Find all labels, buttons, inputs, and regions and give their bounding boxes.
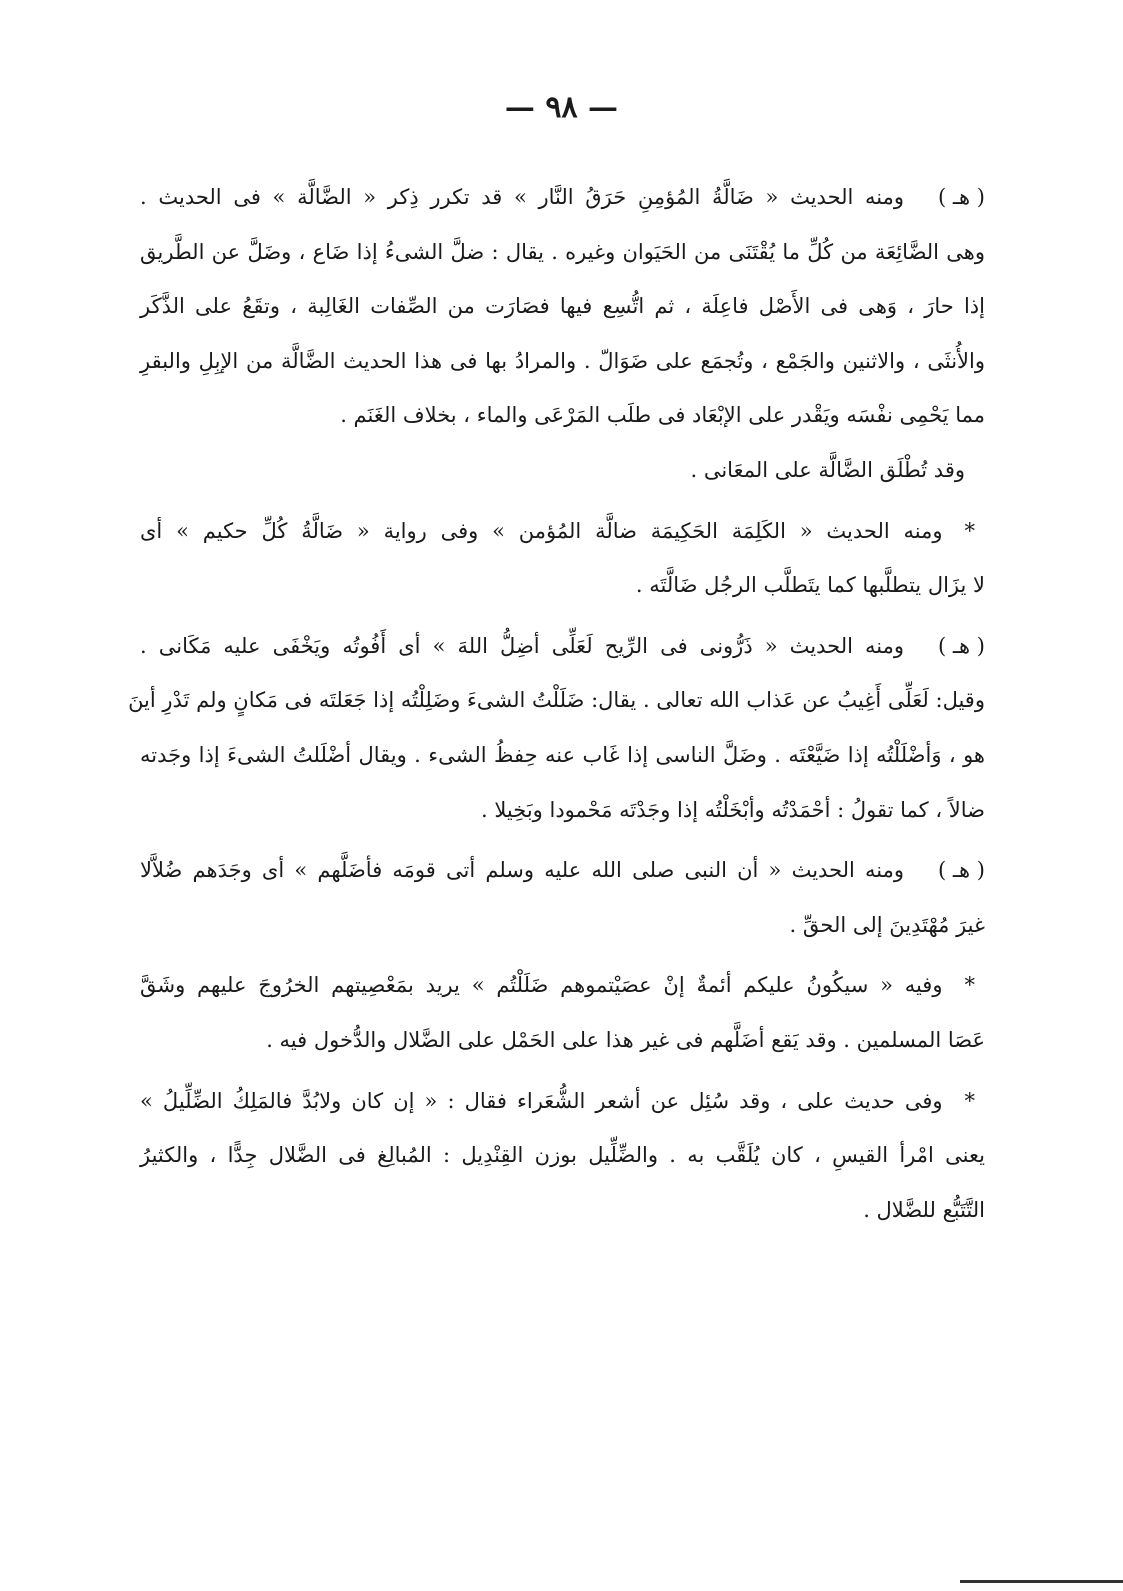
text-line [140, 504, 985, 559]
text-line: عَصَا المسلمين . وقد يَقع أضَلَّهم فى غير هذا على الحَمْل على الضَّلال والدُّخول فيه . [266, 1027, 985, 1052]
line-text: وفيه « سيكُونُ عليكم أئمةٌ إنْ عصَيْتموهم ضَلَلْتُم » يريد بمَعْصِيتهم الخرُوجَ عليهم وشَقَّ [140, 973, 943, 998]
scan-edge-line [960, 1580, 1123, 1583]
paragraph-7 [140, 1074, 985, 1238]
line-text: ومنه الحديث « أن النبى صلى الله عليه وسلم أتى قومَه فأضَلَّهم » أى وجَدَهم ضُلاَّلا [140, 858, 905, 883]
text-line: هو ، وَأضْلَلْتُه إذا ضَيَّعْتَه . وضَلَّ الناسى إذا غَاب عنه حِفظُ الشىء . ويقال أضْلَلتُ الشىءَ إذا وجَدته [140, 742, 985, 767]
text-line: إذا حارَ ، وَهى فى الأَصْل فاعِلَة ، ثم اتُّسِع فيها فصَارَت من الصِّفات الغَالِبة ، وتقَعُ على الذَّكَر [140, 294, 985, 319]
star-marker: * [964, 973, 975, 998]
text-line: غيرَ مُهْتَدِينَ إلى الحقِّ . [789, 912, 985, 937]
text-line [140, 843, 985, 898]
paragraph-marker: ( هـ ) [938, 858, 985, 883]
paragraph-4 [128, 619, 985, 837]
paragraph-marker: ( هـ ) [938, 633, 985, 658]
paragraph-3 [140, 504, 985, 613]
line-text: ومنه الحديث « ذَرُّونى فى الرِّيح لَعَلِّى أضِلُّ اللهَ » أى أَفُوتُه ويَخْفَى عليه مَكَانى . [140, 633, 905, 658]
text-line: مما يَحْمِى نفْسَه ويَقْدر على الإبْعَاد فى طلَب المَرْعَى والماء ، بخلاف الغَنَم . [340, 403, 985, 428]
paragraph-marker: ( هـ ) [938, 185, 985, 209]
text-line: وقيل: لَعَلِّى أَغِيبُ عن عَذاب الله تعالى . يقال: ضَلَلْتُ الشىءَ وضَلِلْتُه إذا جَعَلتَه فى مَكانٍ ولم تَدْرِ أينَ [128, 688, 985, 713]
text-line: ضالاً ، كما تقولُ : أحْمَدْتُه وأبْخَلْتُه إذا وجَدْتَه مَحْمودا وبَخِيلا . [481, 797, 985, 822]
text-line: يعنى امْرأ القيسِ ، كان يُلَقَّب به . والضِّلِّيل بوزن القِنْدِيل : المُبالِغ فى الضَّلال جِدًّا ، والكثيرُ [140, 1143, 985, 1168]
paragraph-2 [140, 443, 985, 498]
page-body [128, 170, 985, 1237]
text-line: والأُنثَى ، والاثنين والجَمْع ، وتُجمَع على ضَوَالّ . والمرادُ بها فى هذا الحديث الضَّالَّة من الإبِلِ والبقرِ [140, 348, 985, 373]
page-number: — ٩٨ — [504, 90, 619, 125]
text-line [140, 619, 985, 674]
text-line [140, 443, 985, 498]
paragraph-1 [140, 170, 985, 443]
paragraph-6 [140, 958, 985, 1067]
line-text: وفى حديث على ، وقد سُئِل عن أشعر الشُّعَراء فقال : « إن كان ولابُدَّ فالمَلِكُ الضِّلِّيلُ » [140, 1088, 943, 1113]
text-line: لا يزَال يتطلَّبها كما يتَطلَّب الرجُل ضَالَّتَه . [635, 573, 985, 598]
line-text: وقد تُطْلَق الضَّالَّة على المعَانى . [690, 457, 965, 482]
line-text: ومنه الحديث « ضَالَّةُ المُؤمِنِ حَرَقُ النَّار » قد تكرر ذِكر « الضَّالَّة » فى الحديث . [140, 185, 905, 209]
paragraph-5 [140, 843, 985, 952]
text-line [140, 1074, 985, 1129]
star-marker: * [964, 1088, 975, 1113]
text-line: التَّتَبُّع للضَّلال . [863, 1197, 985, 1222]
text-line [140, 170, 985, 225]
text-line [140, 958, 985, 1013]
text-line: وهى الضَّائِعَة من كُلِّ ما يُقْتَنَى من الحَيَوان وغيره . يقال : ضلَّ الشىءُ إذا ضَاع ، وضَلَّ عن الطَّريق [140, 239, 985, 264]
star-marker: * [964, 518, 975, 543]
line-text: ومنه الحديث « الكَلِمَة الحَكِيمَة ضالَّة المُؤمن » وفى رواية « ضَالَّةُ كُلِّ حكيم » أى [140, 518, 943, 543]
